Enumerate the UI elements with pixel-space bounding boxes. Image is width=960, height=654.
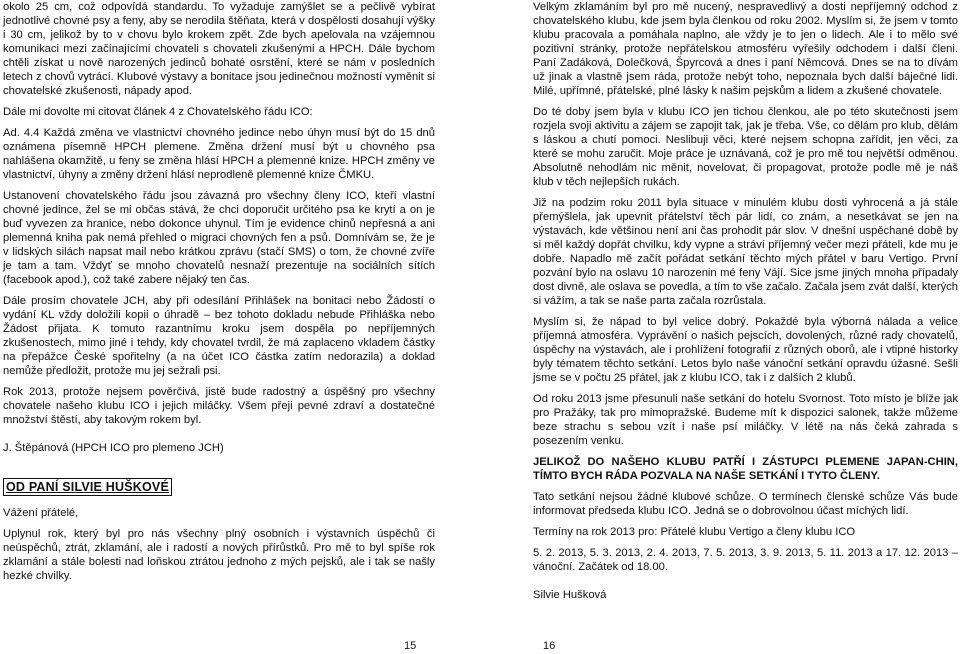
paragraph: 5. 2. 2013, 5. 3. 2013, 2. 4. 2013, 7. 5. 2013, 3. 9. 2013, 5. 11. 2013 a 17. 12. 2013 – vánoční. Začátek od 18.00. <box>533 547 958 573</box>
greeting: Vážení přátelé, <box>3 507 79 519</box>
signature: J. Štěpánová (HPCH ICO pro plemeno JCH) <box>3 442 224 454</box>
paragraph: Dále mi dovolte mi citovat článek 4 z Chovatelského řádu ICO: <box>3 106 313 118</box>
paragraph: Myslím si, že nápad to byl velice dobrý. Pokaždé byla výborná nálada a velice příjemná atmosféra. Vyprávění o našich pejscích, dovolených, různé rady chovatelů, úspěchy na výstavách, ale i prohlížení fotografií z různých oborů, ale i vtipné historky byly tématem těchto setkání. Letos bylo naše vánoční setkání opravdu úžasné. Sešli jsme se v počtu 25 přátel, jak z klubu ICO, tak i z dalších 2 klubů. <box>533 316 958 384</box>
signature: Silvie Hušková <box>533 589 607 601</box>
paragraph: Ad. 4.4 Každá změna ve vlastnictví chovného jedince nebo úhyn musí být do 15 dnů oznámena písemně HPCH plemene. Změna držení musí být u chovného psa nahlášena okamžitě, u feny se změna hlásí HPCH a plemenné knize. HPCH změny ve vlastnictví, úhyny a změny držení hlásí neprodleně plemenné knize ČMKU. <box>3 127 435 181</box>
page-number-left: 15 <box>404 640 417 652</box>
paragraph: Rok 2013, protože nejsem pověrčivá, jistě bude radostný a úspěšný pro všechny chovatele našeho klubu ICO i jejich miláčky. Všem přeji pevné zdraví a dostatečné množství štěstí, aby takovým rokem byl. <box>3 386 435 426</box>
paragraph: okolo 25 cm, což odpovídá standardu. To vyžaduje zamýšlet se a pečlivě vybírat jednotlivé chovné psy a feny, aby se nerodila štěňata, která v dospělosti dosahují výšky i 30 cm, jelikož by to v chovu bylo krokem zpět. Zde bych apelovala na vzájemnou komunikaci mezi začínajícími chovateli s chovateli zkušenými a HPCH. Dále bychom chtěli získat u nově narozených jedinců bohaté osrstění, které se nám v posledních letech z chovů vytrácí. Klubové výstavy a bonitace jsou jedinečnou možností vyměnit si chovatelské zkušenosti, nápady apod. <box>3 1 435 97</box>
paragraph: Již na podzim roku 2011 byla situace v minulém klubu dosti vyhrocená a já stále přemýšlela, jak upevnit přátelství těch pár lidí, co znám, a nesetkávat se jen na výstavách, kde většinou není ani čas prohodit pár slov. V dnešní uspěchané době by si měl každý dopřát chvilku, kdy vypne a stráví příjemný večer mezi přáteli, kde mu je dobře. Napadlo mě začít pořádat setkání těchto mých přátel v baru Vertigo. První pozvání bylo na oslavu 10 narozenin mé feny Vájí. Sice jsme jiných mnoha případaly dost divně, ale oslava se povedla, a tím to vše začalo. Začala jsem zvát další, kterých si vážím, a tak se naše parta začala rozrůstala. <box>533 197 958 307</box>
section-heading: OD PANÍ SILVIE HUŠKOVÉ <box>3 478 172 496</box>
paragraph: Termíny na rok 2013 pro: Přátelé klubu Vertigo a členy klubu ICO <box>533 526 856 538</box>
paragraph: Dále prosím chovatele JCH, aby při odesílání Přihlášek na bonitaci nebo Žádostí o vydání KL vždy doložili kopii o úhradě – bez tohoto dokladu nebude Přihláška nebo Žádost přijata. K tomuto razantnímu kroku jsem dospěla po nepříjemných zkušenostech, mimo jiné i tehdy, kdy chovatel tvrdil, že má zaplaceno vkladem částky na přepážce České spořitelny (a na účet ICO částka zatím nedorazila) a doklad nemůže předložit, protože mu jej sežrali psi. <box>3 295 435 377</box>
paragraph: Ustanovení chovatelského řádu jsou závazná pro všechny členy ICO, kteří vlastní chovné jedince, žel se mi občas stává, že chci doporučit určitého psa ke krytí a on je buď vyvezen za hranice, nebo dokonce uhynul. Tím je evidence chinů nepřesná a ani plemenná kniha pak nemá přehled o migraci chovných fen a psů. Domnívám se, že je v lidských silách napsat mail nebo krátkou zprávu (stačí SMS) o tom, že chovné zvíře je tam a tam. Vždyť se mnoho chovatelů nesnaží prezentuje na sociálních sítích (facebook apod.), což také zabere nějaký ten čas. <box>3 190 435 286</box>
invitation-paragraph: JELIKOŽ DO NAŠEHO KLUBU PATŘÍ I ZÁSTUPCI PLEMENE JAPAN-CHIN, TÍMTO BYCH RÁDA POZVALA NA NAŠE SETKÁNÍ I TYTO ČLENY. <box>533 456 958 482</box>
paragraph: Uplynul rok, který byl pro nás všechny plný osobních i výstavních úspěchů či neúspěchů, ztrát, zklamání, ale i radostí a nových přírůstků. Pro mě to byl spíše rok zklamání a stále bolesti nad loňskou ztrátou jednoho z mých pejsků, ale i tak se našly hezké chvilky. <box>3 528 435 582</box>
paragraph: Do té doby jsem byla v klubu ICO jen tichou členkou, ale po této skutečnosti jsem rozjela svoji aktivitu a zájem se zapojit tak, jak je třeba. Vše, co dělám pro klub, dělám s láskou a chutí pomoci. Neslibuji věci, které nejsem schopna zařídit, jen věci, za které se mohu zaručit. Moje práce je uznávaná, což je pro mě tou největší odměnou. Absolutně nehodlám nic měnit, novelovat, či propagovat, protože podle mě je náš klub v těch nejlepších rukách. <box>533 106 958 188</box>
right-column <box>533 0 958 609</box>
paragraph: Tato setkání nejsou žádné klubové schůze. O termínech členské schůze Vás bude informovat předseda klubu ICO. Jedná se o dobrovolnou účast míchých lidí. <box>533 491 958 517</box>
left-column <box>3 0 435 590</box>
paragraph: Velkým zklamáním byl pro mě nucený, nespravedlivý a dosti nepříjemný odchod z chovatelského klubu, kde jsem byla členkou od roku 2002. Myslím si, že jsem v tomto klubu pracovala a pomáhala naplno, ale vždy je to jen o lidech. Ale i to mělo své pozitivní stránky, protože nepřátelskou atmosféru vyřešily odchodem i další členi. Paní Zadáková, Dolečková, Špyrcová a dnes i paní Němcová. Dnes se na to dívám už jinak a vlastně jsem ráda, protože nebýt toho, nepoznala bych další báječné lidi. Milé, upřímné, přátelské, plné lásky k našim pejskům a lidem a zkušené chovatele. <box>533 1 958 97</box>
paragraph: Od roku 2013 jsme přesunuli naše setkání do hotelu Svornost. Toto místo je blíže jak pro Pražáky, tak pro mimopražské. Budeme mít k dispozici salonek, takže můžeme beze strachu s sebou vzít i naše psí miláčky. V létě na nás čeká zahrada s posezením venku. <box>533 393 958 447</box>
page-number-right: 16 <box>543 640 556 652</box>
